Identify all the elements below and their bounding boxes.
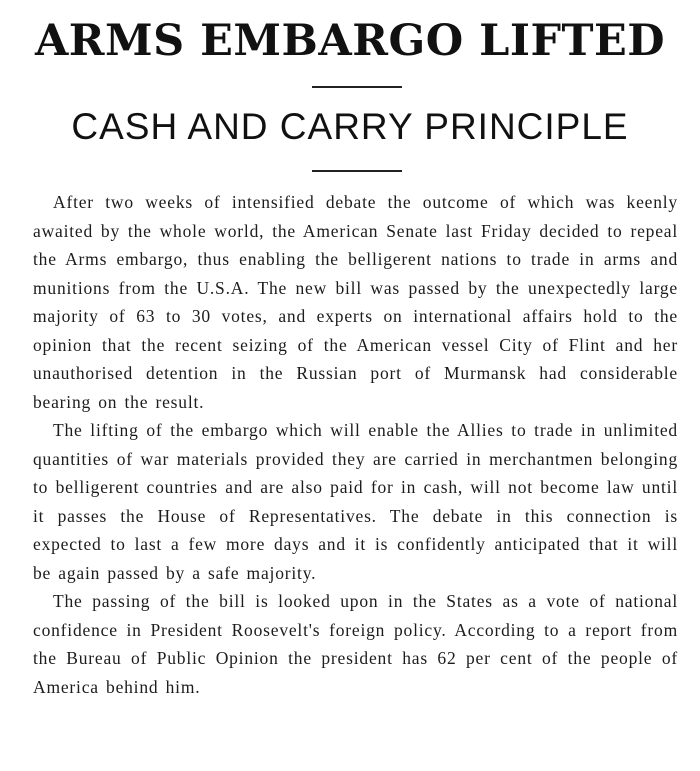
divider-rule-top xyxy=(312,86,402,88)
subheadline: CASH AND CARRY PRINCIPLE xyxy=(71,106,629,147)
article-paragraph-1: After two weeks of intensified debate the outcome of which was keenly awaited by the whole world, the American Senate last Friday decided to repeal the Arms embargo, thus enabling the belligerent nations to trade in arms and munitions from the U.S.A. The new bill was passed by the unexpectedly large majority of 63 to 30 votes, and experts on international affairs hold to the opinion that the recent seizing of the American vessel City of Flint and her unauthorised detention in the Russian port of Murmansk had considerable bearing on the result. xyxy=(33,192,678,412)
article-paragraph-2: The lifting of the embargo which will enable the Allies to trade in unlimited quantities of war materials provided they are carried in merchantmen belonging to belligerent countries and are also paid for in cash, will not become law until it passes the House of Representatives. The debate in this connection is expected to last a few more days and it is confidently anticipated that it will be again passed by a safe majority. xyxy=(33,420,678,583)
article-body xyxy=(33,188,678,701)
headline: ARMS EMBARGO LIFTED xyxy=(34,16,666,66)
divider-rule-bottom xyxy=(312,170,402,172)
article-paragraph-3: The passing of the bill is looked upon in the States as a vote of national confidence in President Roosevelt's foreign policy. According to a report from the Bureau of Public Opinion the president has 62 per cent of the people of America behind him. xyxy=(33,591,678,697)
